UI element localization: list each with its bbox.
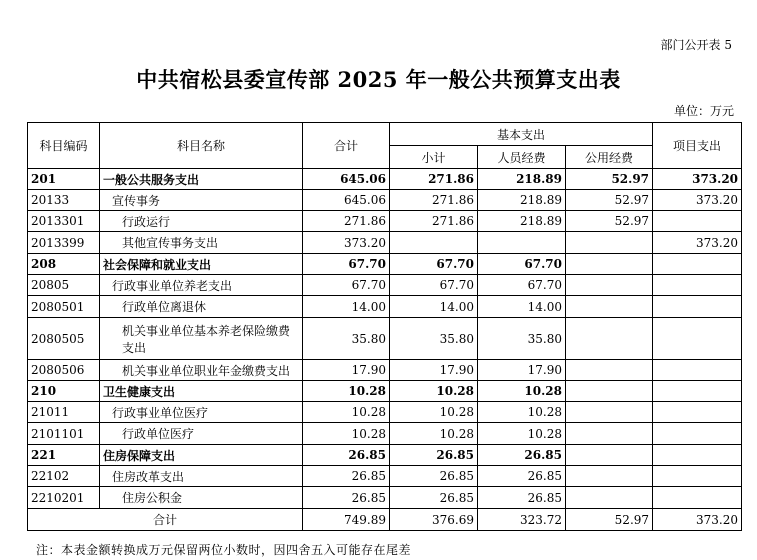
total-public: 52.97 — [566, 509, 653, 531]
total-total: 749.89 — [303, 509, 390, 531]
cell-personnel: 35.80 — [478, 318, 566, 360]
cell-personnel: 218.89 — [478, 211, 566, 232]
cell-project: 373.20 — [653, 190, 742, 211]
table-row — [28, 445, 742, 466]
cell-name: 一般公共服务支出 — [100, 169, 303, 190]
cell-subtotal: 10.28 — [390, 402, 478, 423]
cell-total: 645.06 — [303, 190, 390, 211]
cell-project — [653, 211, 742, 232]
cell-public — [566, 360, 653, 381]
cell-name: 行政运行 — [100, 211, 303, 232]
cell-name: 行政单位医疗 — [100, 423, 303, 445]
header-personnel: 人员经费 — [478, 146, 566, 169]
cell-total: 17.90 — [303, 360, 390, 381]
cell-subtotal: 35.80 — [390, 318, 478, 360]
cell-project — [653, 487, 742, 509]
cell-total: 10.28 — [303, 423, 390, 445]
total-personnel: 323.72 — [478, 509, 566, 531]
cell-personnel: 10.28 — [478, 381, 566, 402]
cell-project — [653, 275, 742, 296]
cell-personnel: 14.00 — [478, 296, 566, 318]
cell-personnel: 17.90 — [478, 360, 566, 381]
table-row — [28, 254, 742, 275]
cell-name: 宣传事务 — [100, 190, 303, 211]
table-body — [28, 169, 742, 531]
table-row — [28, 318, 742, 360]
cell-project — [653, 254, 742, 275]
cell-name: 行政事业单位养老支出 — [100, 275, 303, 296]
cell-total: 26.85 — [303, 445, 390, 466]
cell-subtotal: 10.28 — [390, 423, 478, 445]
cell-total: 35.80 — [303, 318, 390, 360]
cell-code: 2101101 — [28, 423, 100, 445]
cell-name: 社会保障和就业支出 — [100, 254, 303, 275]
cell-code: 21011 — [28, 402, 100, 423]
cell-subtotal: 26.85 — [390, 466, 478, 487]
cell-project — [653, 296, 742, 318]
cell-name: 其他宣传事务支出 — [100, 232, 303, 254]
header-total: 合计 — [303, 123, 390, 169]
cell-project — [653, 445, 742, 466]
table-row — [28, 381, 742, 402]
cell-public — [566, 275, 653, 296]
cell-personnel: 218.89 — [478, 190, 566, 211]
cell-public — [566, 487, 653, 509]
cell-public — [566, 423, 653, 445]
cell-public — [566, 318, 653, 360]
table-row — [28, 360, 742, 381]
cell-subtotal: 26.85 — [390, 487, 478, 509]
cell-code: 2080505 — [28, 318, 100, 360]
header-project: 项目支出 — [653, 123, 742, 169]
table-row — [28, 296, 742, 318]
cell-project: 373.20 — [653, 232, 742, 254]
table-row — [28, 466, 742, 487]
cell-subtotal: 10.28 — [390, 381, 478, 402]
cell-personnel: 218.89 — [478, 169, 566, 190]
total-row — [28, 509, 742, 531]
cell-name: 机关事业单位基本养老保险缴费支出 — [100, 318, 303, 360]
page-title: 中共宿松县委宣传部 2025 年一般公共预算支出表 — [136, 67, 621, 92]
cell-project — [653, 318, 742, 360]
cell-public — [566, 402, 653, 423]
cell-personnel: 67.70 — [478, 254, 566, 275]
cell-name: 住房保障支出 — [100, 445, 303, 466]
cell-public — [566, 381, 653, 402]
cell-personnel: 26.85 — [478, 445, 566, 466]
cell-subtotal: 14.00 — [390, 296, 478, 318]
cell-name: 住房公积金 — [100, 487, 303, 509]
cell-total: 373.20 — [303, 232, 390, 254]
cell-personnel: 10.28 — [478, 402, 566, 423]
cell-code: 2080501 — [28, 296, 100, 318]
table-row — [28, 402, 742, 423]
cell-total: 10.28 — [303, 381, 390, 402]
cell-total: 10.28 — [303, 402, 390, 423]
table-number-label: 部门公开表 5 — [660, 38, 732, 52]
cell-name: 行政事业单位医疗 — [100, 402, 303, 423]
total-project: 373.20 — [653, 509, 742, 531]
cell-personnel: 67.70 — [478, 275, 566, 296]
table-row — [28, 275, 742, 296]
cell-code: 2080506 — [28, 360, 100, 381]
cell-public — [566, 296, 653, 318]
cell-code: 221 — [28, 445, 100, 466]
table-row — [28, 211, 742, 232]
cell-code: 20133 — [28, 190, 100, 211]
unit-label: 单位：万元 — [673, 104, 734, 118]
header-public: 公用经费 — [566, 146, 653, 169]
cell-code: 2013399 — [28, 232, 100, 254]
header-name: 科目名称 — [100, 123, 303, 169]
cell-project — [653, 402, 742, 423]
cell-total: 67.70 — [303, 275, 390, 296]
cell-project — [653, 466, 742, 487]
cell-code: 20805 — [28, 275, 100, 296]
cell-total: 14.00 — [303, 296, 390, 318]
table-row — [28, 169, 742, 190]
cell-name: 行政单位离退休 — [100, 296, 303, 318]
header-basic: 基本支出 — [390, 123, 653, 146]
cell-public: 52.97 — [566, 211, 653, 232]
cell-personnel: 10.28 — [478, 423, 566, 445]
cell-total: 26.85 — [303, 487, 390, 509]
cell-subtotal: 67.70 — [390, 275, 478, 296]
cell-code: 22102 — [28, 466, 100, 487]
cell-personnel: 26.85 — [478, 487, 566, 509]
cell-total: 26.85 — [303, 466, 390, 487]
budget-table — [27, 122, 742, 531]
cell-personnel — [478, 232, 566, 254]
header-subtotal: 小计 — [390, 146, 478, 169]
footnote: 注：本表金额转换成万元保留两位小数时，因四舍五入可能存在尾差 — [36, 543, 412, 557]
cell-public — [566, 232, 653, 254]
cell-personnel: 26.85 — [478, 466, 566, 487]
cell-subtotal: 17.90 — [390, 360, 478, 381]
cell-subtotal: 67.70 — [390, 254, 478, 275]
cell-subtotal: 271.86 — [390, 190, 478, 211]
cell-code: 2013301 — [28, 211, 100, 232]
cell-name: 卫生健康支出 — [100, 381, 303, 402]
cell-public — [566, 466, 653, 487]
cell-project — [653, 360, 742, 381]
header-code: 科目编码 — [28, 123, 100, 169]
cell-code: 208 — [28, 254, 100, 275]
total-subtotal: 376.69 — [390, 509, 478, 531]
cell-subtotal: 26.85 — [390, 445, 478, 466]
cell-project — [653, 423, 742, 445]
cell-project: 373.20 — [653, 169, 742, 190]
table-row — [28, 190, 742, 211]
cell-code: 210 — [28, 381, 100, 402]
cell-total: 645.06 — [303, 169, 390, 190]
cell-public: 52.97 — [566, 169, 653, 190]
table-row — [28, 487, 742, 509]
cell-name: 机关事业单位职业年金缴费支出 — [100, 360, 303, 381]
cell-total: 67.70 — [303, 254, 390, 275]
total-label: 合计 — [28, 509, 303, 531]
cell-code: 2210201 — [28, 487, 100, 509]
cell-total: 271.86 — [303, 211, 390, 232]
table-row — [28, 423, 742, 445]
cell-public — [566, 445, 653, 466]
cell-project — [653, 381, 742, 402]
cell-subtotal — [390, 232, 478, 254]
cell-public: 52.97 — [566, 190, 653, 211]
table-row — [28, 232, 742, 254]
cell-name: 住房改革支出 — [100, 466, 303, 487]
cell-subtotal: 271.86 — [390, 169, 478, 190]
cell-code: 201 — [28, 169, 100, 190]
cell-subtotal: 271.86 — [390, 211, 478, 232]
cell-public — [566, 254, 653, 275]
